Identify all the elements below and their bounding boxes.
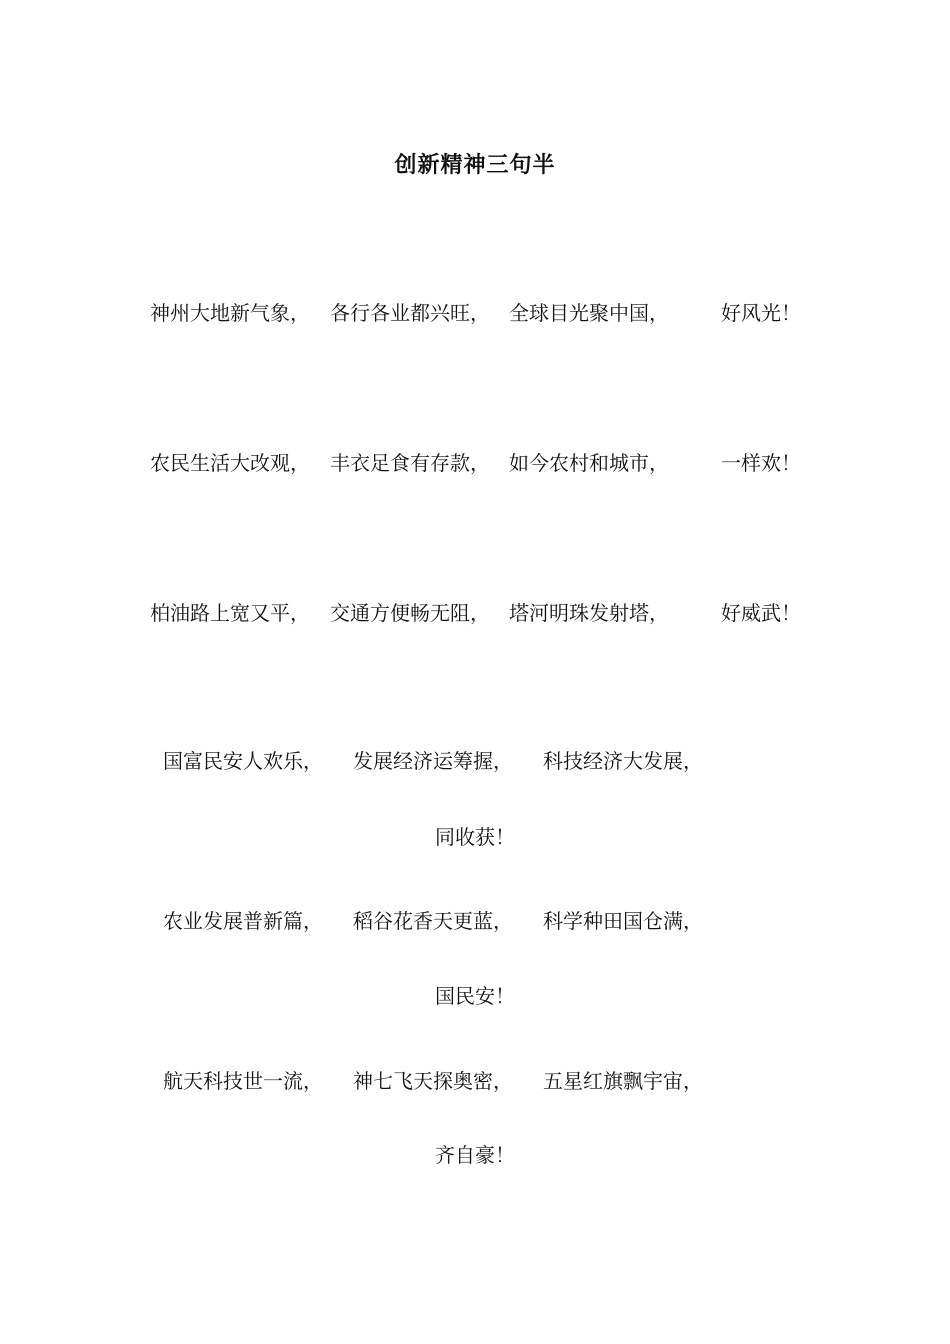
verse-phrase-1: 农民生活大改观， bbox=[150, 451, 310, 475]
verse-phrase-3: 五星红旗飘宇宙， bbox=[543, 1069, 703, 1093]
verse-phrase-2: 丰衣足食有存款， bbox=[330, 451, 490, 475]
verse-phrase-1: 柏油路上宽又平， bbox=[150, 601, 310, 625]
verse-phrase-2: 交通方便畅无阻， bbox=[330, 601, 490, 625]
verse-phrase-1: 国富民安人欢乐， bbox=[163, 749, 323, 773]
verse-phrase-3: 科技经济大发展， bbox=[543, 749, 703, 773]
verse-phrase-3: 塔河明珠发射塔， bbox=[509, 601, 669, 625]
verse-phrase-2: 各行各业都兴旺， bbox=[330, 301, 490, 325]
verse-phrase-2: 神七飞天探奥密， bbox=[353, 1069, 513, 1093]
verse-half-phrase: 国民安！ bbox=[435, 984, 515, 1008]
verse-half-phrase: 齐自豪！ bbox=[435, 1143, 515, 1167]
verse-half-phrase: 好风光！ bbox=[721, 301, 801, 325]
document-title: 创新精神三句半 bbox=[394, 153, 556, 178]
verse-half-phrase: 一样欢！ bbox=[721, 451, 801, 475]
verse-phrase-3: 全球目光聚中国， bbox=[509, 301, 669, 325]
verse-phrase-1: 航天科技世一流， bbox=[163, 1069, 323, 1093]
verse-phrase-3: 科学种田国仓满， bbox=[543, 909, 703, 933]
verse-half-phrase: 同收获！ bbox=[435, 825, 515, 849]
verse-phrase-3: 如今农村和城市， bbox=[509, 451, 669, 475]
verse-phrase-2: 发展经济运筹握， bbox=[353, 749, 513, 773]
verse-half-phrase: 好威武！ bbox=[721, 601, 801, 625]
verse-phrase-2: 稻谷花香天更蓝， bbox=[353, 909, 513, 933]
verse-phrase-1: 农业发展普新篇， bbox=[163, 909, 323, 933]
verse-phrase-1: 神州大地新气象， bbox=[150, 301, 310, 325]
